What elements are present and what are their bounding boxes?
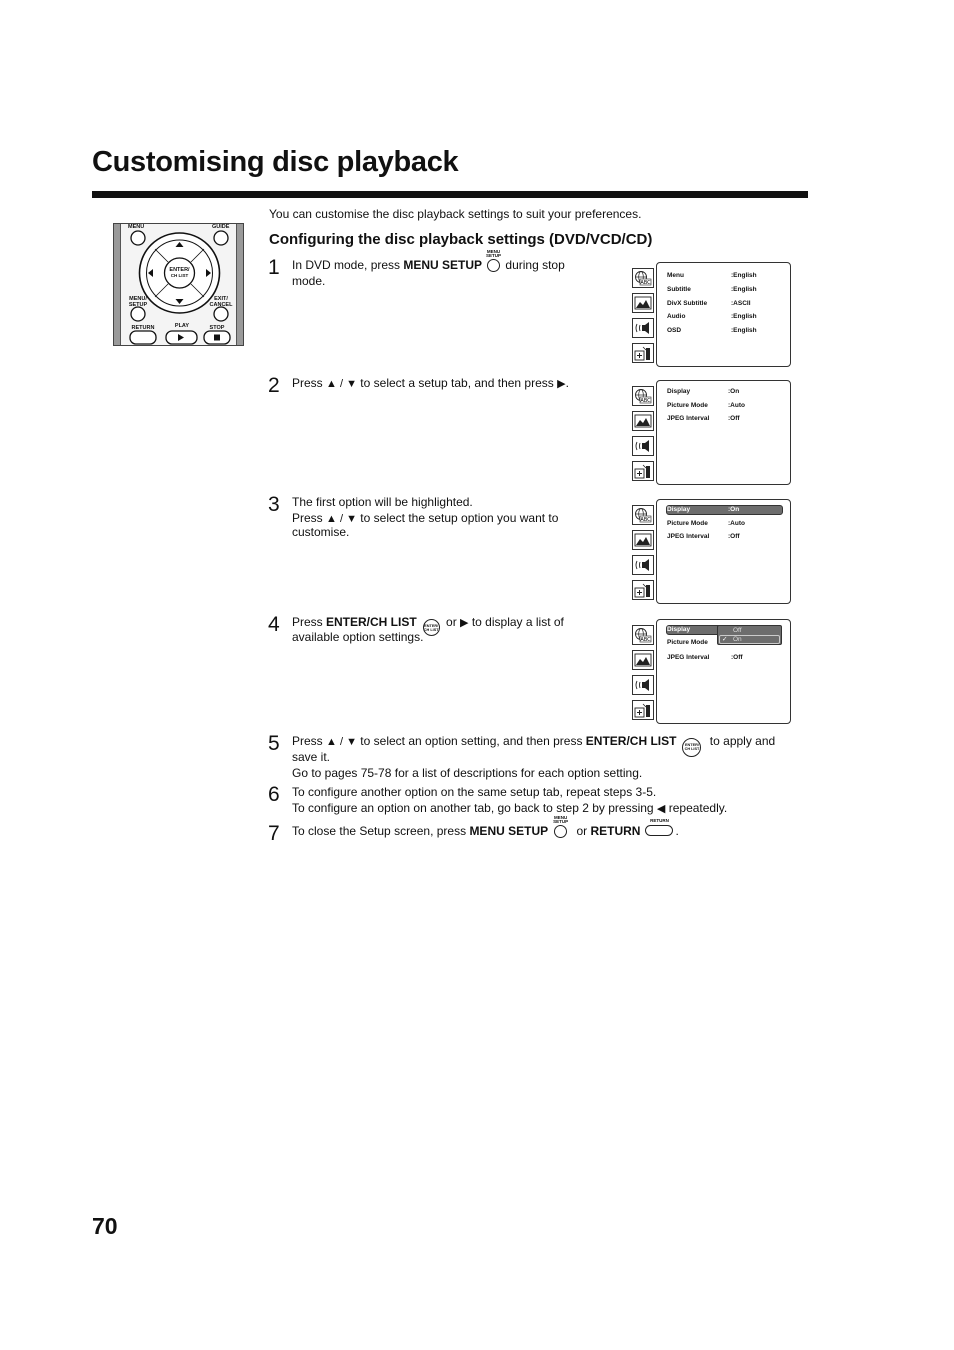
language-tab-icon (632, 268, 654, 288)
left-arrow-icon: ◀ (656, 803, 666, 815)
option-off[interactable]: Off (733, 627, 742, 634)
remote-stop-label: STOP (209, 325, 225, 331)
language-tab-icon (632, 625, 654, 645)
step-1: 1 In DVD mode, press MENU SETUP MENU SETUP during stop mode. (268, 249, 565, 288)
step-number: 3 (268, 493, 280, 516)
display-tab-icon (632, 293, 654, 313)
menu-setup-button-icon: MENU SETUP (487, 259, 500, 275)
others-tab-icon (632, 580, 654, 600)
up-down-arrows-icon: ▲ / ▼ (326, 378, 357, 390)
audio-tab-icon (632, 555, 654, 575)
right-arrow-icon: ▶ (460, 617, 469, 629)
up-down-arrows-icon: ▲ / ▼ (326, 513, 357, 525)
audio-tab-icon (632, 318, 654, 338)
display-tab-icon (632, 411, 654, 431)
step-number: 7 (268, 822, 280, 845)
setting-row[interactable]: JPEG Interval :Off (667, 415, 740, 422)
step-3: 3 The first option will be highlighted. Press ▲ / ▼ to select the setup option you want to customise. (268, 493, 559, 539)
step-number: 2 (268, 374, 280, 397)
setup-screen-language (631, 262, 791, 367)
audio-tab-icon (632, 675, 654, 695)
setting-row-selected[interactable]: Display (667, 626, 691, 633)
enter-ch-list-button-icon: ENTER/ CH LIST (682, 738, 701, 757)
title-rule (92, 191, 808, 198)
step-number: 5 (268, 732, 280, 755)
section-heading: Configuring the disc playback settings (DVD/VCD/CD) (269, 231, 653, 248)
setting-row[interactable]: OSD :English (667, 327, 757, 334)
others-tab-icon (632, 700, 654, 720)
others-tab-icon (632, 461, 654, 481)
up-down-arrows-icon: ▲ / ▼ (326, 736, 357, 748)
return-button-icon: RETURN (645, 825, 673, 839)
audio-tab-icon (632, 436, 654, 456)
setting-row[interactable]: JPEG Interval :Off (667, 654, 743, 661)
others-tab-icon (632, 343, 654, 363)
svg-text:ABC: ABC (640, 517, 651, 523)
option-on[interactable]: On (733, 636, 742, 643)
setting-row[interactable]: Menu :English (667, 272, 757, 279)
step-2: 2 Press ▲ / ▼ to select a setup tab, and then press ▶. (268, 374, 569, 397)
settings-panel (656, 380, 791, 485)
remote-guide-label: GUIDE (212, 224, 230, 230)
menu-setup-button-icon: MENU SETUP (554, 825, 567, 841)
svg-text:ABC: ABC (640, 280, 651, 286)
step-number: 6 (268, 783, 280, 806)
setup-screen-option-list (631, 619, 791, 724)
svg-text:ABC: ABC (640, 398, 651, 404)
step-4: 4 Press ENTER/CH LIST ENTER/ CH LIST or ▶ to display a list of available option settings. (268, 613, 564, 644)
settings-panel (656, 619, 791, 724)
remote-return-label: RETURN (131, 325, 155, 331)
language-tab-icon (632, 386, 654, 406)
settings-panel (656, 262, 791, 367)
remote-menu-setup-label: MENU/ SETUP (128, 296, 148, 308)
remote-exit-label: EXIT/ CANCEL (209, 296, 233, 308)
display-tab-icon (632, 530, 654, 550)
setup-screen-display (631, 380, 791, 485)
language-tab-icon (632, 505, 654, 525)
setting-row[interactable]: Picture Mode :Auto (667, 520, 745, 527)
step-6: 6 To configure another option on the same setup tab, repeat steps 3-5. To configure an option on another tab, go back to step 2 by pressing ◀ repeatedly. (268, 783, 728, 815)
option-dropdown[interactable] (717, 625, 782, 645)
setting-row[interactable]: Subtitle :English (667, 286, 757, 293)
setting-row[interactable]: Picture Mode (667, 639, 708, 646)
intro-text: You can customise the disc playback settings to suit your preferences. (269, 207, 642, 221)
page-title: Customising disc playback (92, 146, 459, 178)
setup-screen-highlighted (631, 499, 791, 604)
setting-row[interactable]: Picture Mode :Auto (667, 402, 745, 409)
enter-ch-list-button-icon: ENTER/ CH LIST (423, 619, 440, 636)
settings-panel (656, 499, 791, 604)
display-tab-icon (632, 650, 654, 670)
svg-text:ABC: ABC (640, 637, 651, 643)
step-number: 1 (268, 256, 280, 279)
remote-enter-label: ENTER/ CH LIST (169, 267, 190, 278)
option-selected-frame (719, 635, 780, 644)
setting-row[interactable]: JPEG Interval :Off (667, 533, 740, 540)
remote-play-label: PLAY (174, 323, 190, 329)
step-number: 4 (268, 613, 280, 636)
step-5: 5 Press ▲ / ▼ to select an option setting, and then press ENTER/CH LIST ENTER/ CH LIST to apply and save it. Go to pages 75-78 for a list of descriptions for each option setting. (268, 732, 776, 780)
remote-control-illustration (113, 223, 244, 346)
setting-row-selected[interactable]: Display :On (667, 506, 740, 513)
setting-row[interactable]: Display :On (667, 388, 740, 395)
setting-row[interactable]: DivX Subtitle :ASCII (667, 300, 751, 307)
remote-menu-label: MENU (128, 224, 145, 230)
right-arrow-icon: ▶ (557, 378, 566, 390)
setting-row[interactable]: Audio :English (667, 313, 757, 320)
step-7: 7 To close the Setup screen, press MENU SETUP MENU SETUP or RETURN RETURN . (268, 815, 679, 845)
page-number: 70 (92, 1213, 118, 1239)
check-icon: ✓ (722, 636, 728, 643)
